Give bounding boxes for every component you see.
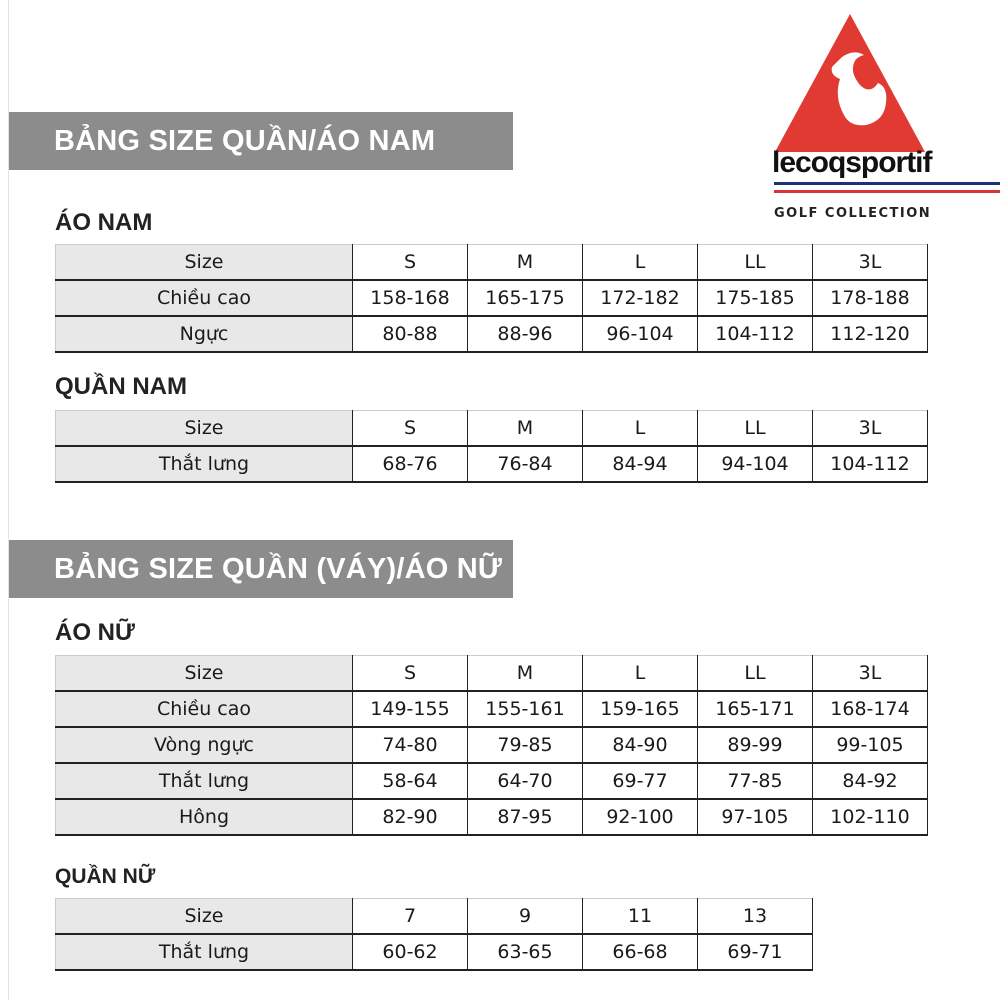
- measurement-cell: 89-99: [698, 727, 813, 763]
- size-header-cell: L: [583, 656, 698, 692]
- measurement-cell: 165-175: [468, 280, 583, 316]
- size-header-cell: S: [353, 411, 468, 447]
- size-header-cell: LL: [698, 411, 813, 447]
- table-row: [56, 280, 928, 316]
- row-label-cell: Ngực: [56, 316, 353, 352]
- men-size-chart-banner: BẢNG SIZE QUẦN/ÁO NAM: [9, 112, 513, 170]
- measurement-cell: 112-120: [813, 316, 928, 352]
- row-label-cell: Hông: [56, 799, 353, 835]
- size-header-cell: L: [583, 411, 698, 447]
- measurement-cell: 155-161: [468, 691, 583, 727]
- row-label-cell: Chiều cao: [56, 691, 353, 727]
- men-pants-size-table: [55, 410, 928, 483]
- measurement-cell: 74-80: [353, 727, 468, 763]
- measurement-cell: 92-100: [583, 799, 698, 835]
- size-header-cell: 3L: [813, 411, 928, 447]
- measurement-cell: 168-174: [813, 691, 928, 727]
- row-label-cell: Vòng ngực: [56, 727, 353, 763]
- measurement-cell: 64-70: [468, 763, 583, 799]
- table-row: [56, 691, 928, 727]
- le-coq-sportif-logo: [770, 12, 1000, 227]
- women-pants-heading: QUẦN NỮ: [55, 865, 156, 888]
- measurement-cell: 102-110: [813, 799, 928, 835]
- size-header-cell: 13: [698, 899, 813, 935]
- measurement-cell: 97-105: [698, 799, 813, 835]
- table-row: [56, 763, 928, 799]
- measurement-cell: 68-76: [353, 446, 468, 482]
- row-label-cell: Size: [56, 245, 353, 281]
- measurement-cell: 84-94: [583, 446, 698, 482]
- measurement-cell: 99-105: [813, 727, 928, 763]
- size-header-cell: LL: [698, 656, 813, 692]
- measurement-cell: 80-88: [353, 316, 468, 352]
- size-header-cell: 7: [353, 899, 468, 935]
- size-header-cell: 11: [583, 899, 698, 935]
- measurement-cell: 60-62: [353, 934, 468, 970]
- row-label-cell: Thắt lưng: [56, 446, 353, 482]
- measurement-cell: 84-90: [583, 727, 698, 763]
- measurement-cell: 76-84: [468, 446, 583, 482]
- measurement-cell: 82-90: [353, 799, 468, 835]
- svg-text:lecoqsportif: lecoqsportif: [772, 146, 930, 179]
- measurement-cell: 149-155: [353, 691, 468, 727]
- size-header-cell: S: [353, 656, 468, 692]
- measurement-cell: 58-64: [353, 763, 468, 799]
- table-row: [56, 446, 928, 482]
- measurement-cell: 94-104: [698, 446, 813, 482]
- measurement-cell: 96-104: [583, 316, 698, 352]
- table-row: [56, 727, 928, 763]
- svg-text:GOLF COLLECTION: GOLF COLLECTION: [774, 206, 932, 221]
- row-label-cell: Thắt lưng: [56, 763, 353, 799]
- measurement-cell: 158-168: [353, 280, 468, 316]
- women-size-chart-banner: BẢNG SIZE QUẦN (VÁY)/ÁO NỮ: [9, 540, 513, 598]
- table-header-row: [56, 656, 928, 692]
- men-shirt-heading: ÁO NAM: [55, 209, 153, 236]
- measurement-cell: 87-95: [468, 799, 583, 835]
- measurement-cell: 159-165: [583, 691, 698, 727]
- measurement-cell: 69-77: [583, 763, 698, 799]
- table-header-row: [56, 411, 928, 447]
- size-header-cell: LL: [698, 245, 813, 281]
- size-header-cell: S: [353, 245, 468, 281]
- measurement-cell: 69-71: [698, 934, 813, 970]
- measurement-cell: 79-85: [468, 727, 583, 763]
- table-row: [56, 934, 813, 970]
- size-header-cell: 3L: [813, 245, 928, 281]
- measurement-cell: 178-188: [813, 280, 928, 316]
- size-header-cell: 3L: [813, 656, 928, 692]
- measurement-cell: 63-65: [468, 934, 583, 970]
- measurement-cell: 175-185: [698, 280, 813, 316]
- row-label-cell: Size: [56, 411, 353, 447]
- row-label-cell: Size: [56, 656, 353, 692]
- size-header-cell: M: [468, 656, 583, 692]
- women-shirt-size-table: [55, 655, 928, 836]
- measurement-cell: 104-112: [698, 316, 813, 352]
- men-pants-heading: QUẦN NAM: [55, 373, 187, 400]
- rooster-triangle-icon: [770, 12, 1000, 227]
- measurement-cell: 77-85: [698, 763, 813, 799]
- measurement-cell: 88-96: [468, 316, 583, 352]
- table-header-row: [56, 899, 813, 935]
- table-header-row: [56, 245, 928, 281]
- men-shirt-size-table: [55, 244, 928, 353]
- table-row: [56, 799, 928, 835]
- measurement-cell: 172-182: [583, 280, 698, 316]
- measurement-cell: 66-68: [583, 934, 698, 970]
- size-header-cell: L: [583, 245, 698, 281]
- measurement-cell: 165-171: [698, 691, 813, 727]
- women-pants-size-table: [55, 898, 813, 971]
- size-header-cell: 9: [468, 899, 583, 935]
- row-label-cell: Chiều cao: [56, 280, 353, 316]
- size-header-cell: M: [468, 411, 583, 447]
- size-header-cell: M: [468, 245, 583, 281]
- measurement-cell: 104-112: [813, 446, 928, 482]
- women-shirt-heading: ÁO NỮ: [55, 619, 135, 646]
- row-label-cell: Size: [56, 899, 353, 935]
- row-label-cell: Thắt lưng: [56, 934, 353, 970]
- table-row: [56, 316, 928, 352]
- measurement-cell: 84-92: [813, 763, 928, 799]
